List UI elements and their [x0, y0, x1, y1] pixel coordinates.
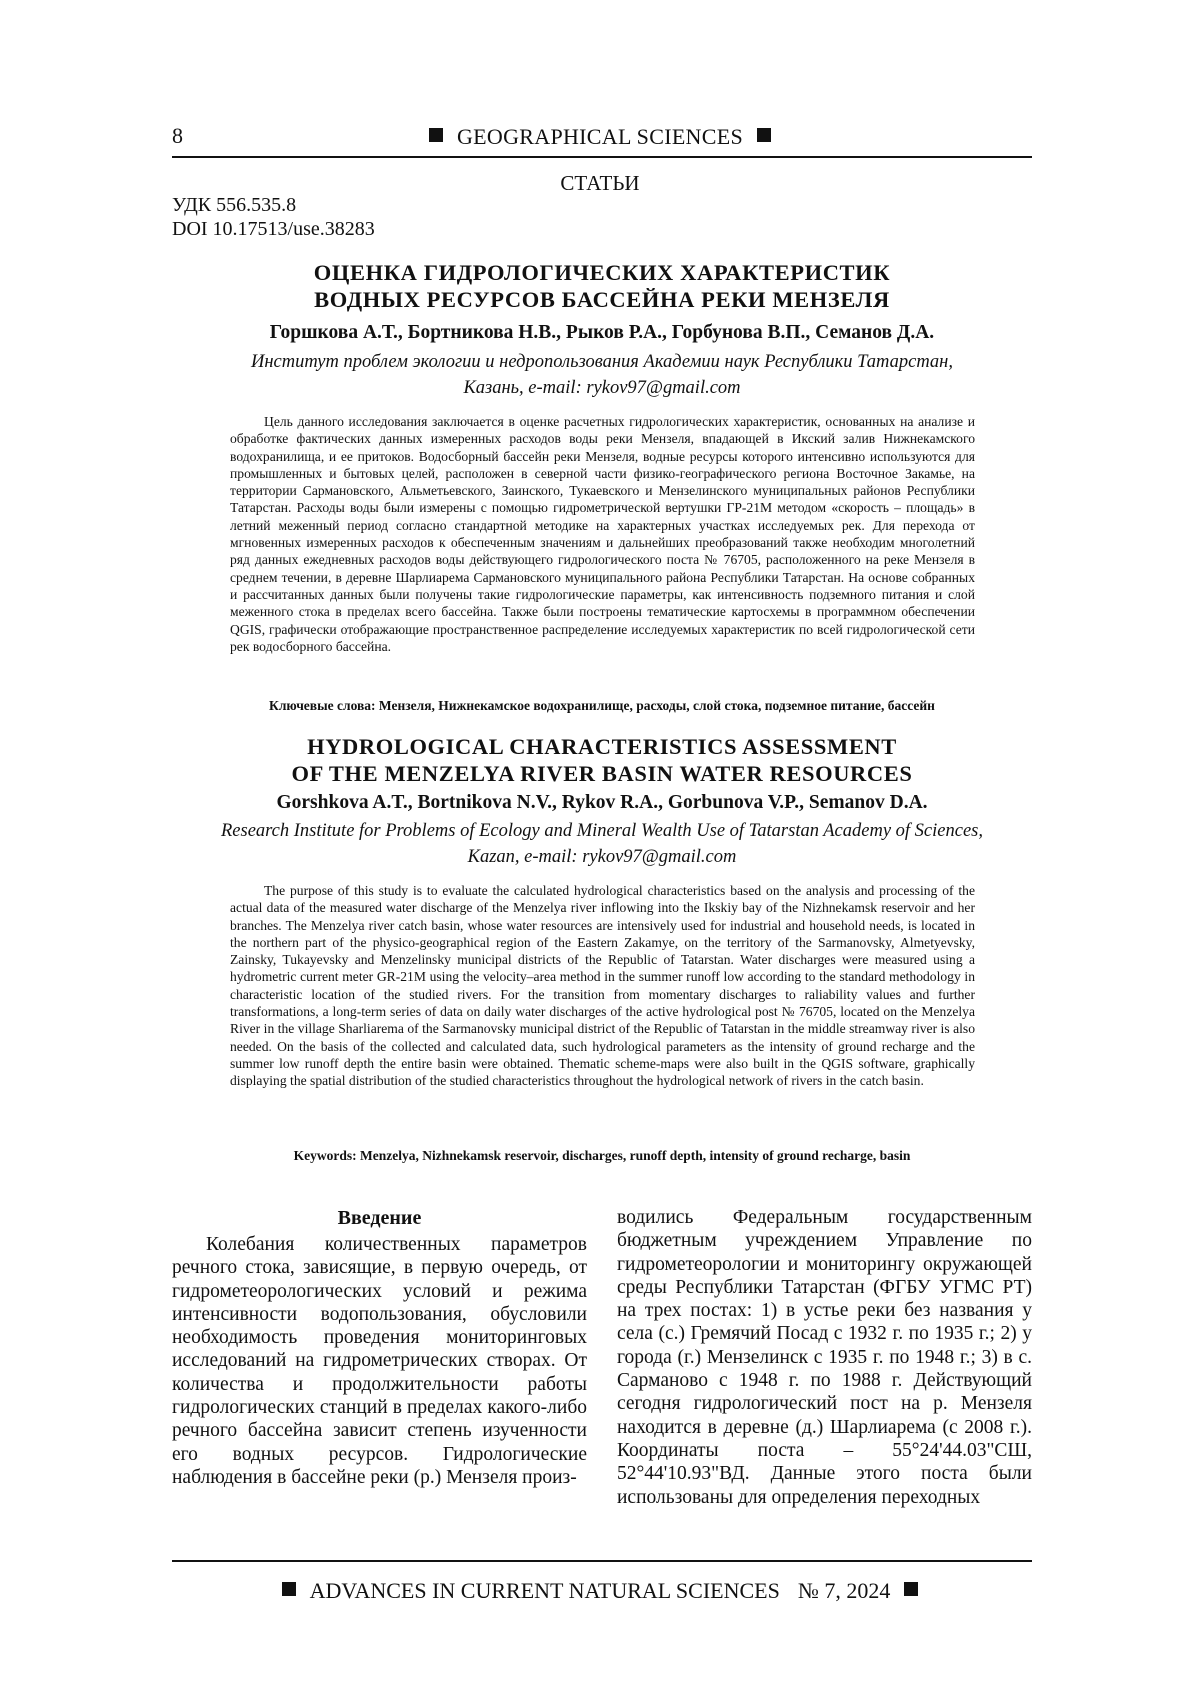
body-column-left: Колебания количественных параметров речного стока, зависящие, в первую очередь, от гидрометеорологических условий и режима интенсивности водопользования, обусловили необходимость проведения мониторинговых исследований на гидрометрических створах. От количества и продолжительности работы гидрологических станций в пределах какого-либо речного бассейна зависит степень изученности его водных ресурсов. Гидрологические наблюдения в бассейне реки (р.) Мензеля произ-	[172, 1233, 587, 1489]
ru-affiliation-line2: Казань, e-mail: rykov97@gmail.com	[172, 375, 1032, 401]
square-bullet-icon	[282, 1582, 296, 1596]
running-footer	[0, 1578, 1200, 1604]
footer-journal: ADVANCES IN CURRENT NATURAL SCIENCES	[310, 1578, 780, 1603]
page-number: 8	[172, 123, 183, 149]
en-authors: Gorshkova A.T., Bortnikova N.V., Rykov R.A., Gorbunova V.P., Semanov D.A.	[172, 792, 1032, 814]
doi: DOI 10.17513/use.38283	[172, 217, 375, 241]
en-affiliation	[172, 818, 1032, 870]
journal-section-title: GEOGRAPHICAL SCIENCES	[457, 124, 743, 149]
ru-affiliation-line1: Институт проблем экологии и недропользования Академии наук Республики Татарстан,	[172, 349, 1032, 375]
body-column-right: водились Федеральным государственным бюджетным учреждением Управление по гидрометеорологии и мониторингу окружающей среды Республики Татарстан (ФГБУ УГМС РТ) на трех постах: 1) в устье реки без названия у села (с.) Гремячий Посад с 1932 г. по 1935 г.; 2) у города (г.) Мензелинск с 1935 г. по 1948 г.; 3) в с. Сарманово с 1948 г. по 1988 г. Действующий сегодня гидрологический пост на р. Мензеля находится в деревне (д.) Шарлиарема (с 2008 г.). Координаты поста – 55°24'44.03"СШ, 52°44'10.93"ВД. Данные этого поста были использованы для определения переходных	[617, 1206, 1032, 1509]
section-label: СТАТЬИ	[0, 171, 1200, 196]
ru-authors: Горшкова А.Т., Бортникова Н.В., Рыков Р.А., Горбунова В.П., Семанов Д.А.	[172, 322, 1032, 344]
ru-title	[172, 259, 1032, 313]
square-bullet-icon	[904, 1582, 918, 1596]
ru-title-line2: ВОДНЫХ РЕСУРСОВ БАССЕЙНА РЕКИ МЕНЗЕЛЯ	[172, 286, 1032, 313]
en-title-line1: HYDROLOGICAL CHARACTERISTICS ASSESSMENT	[172, 733, 1032, 760]
en-title-line2: OF THE MENZELYA RIVER BASIN WATER RESOURCES	[172, 760, 1032, 787]
udk: УДК 556.535.8	[172, 193, 375, 217]
footer-issue: № 7, 2024	[798, 1578, 891, 1603]
header-rule	[172, 156, 1032, 158]
square-bullet-icon	[757, 128, 771, 142]
ru-abstract: Цель данного исследования заключается в оценке расчетных гидрологических характеристик, основанных на анализе и обработке фактических данных измеренных расходов воды реки Мензеля, впадающей в Икский залив Нижнекамского водохранилища, и ее притоков. Водосборный бассейн реки Мензеля, водные ресурсы которого интенсивно используются для промышленных и бытовых целей, расположен в северной части физико-географического региона Восточное Закамье, на территории Сармановского, Альметьевского, Заинского, Тукаевского и Мензелинского муниципальных районов Республики Татарстан. Расходы воды были измерены с помощью гидрометрической вертушки ГР-21М методом «скорость – площадь» в летний меженный период согласно стандартной методике на характерных участках исследуемых рек. Для перехода от мгновенных измеренных расходов к обеспеченным значениям и дальнейших преобразований также необходим многолетний ряд данных ежедневных расходов воды действующего гидрологического поста № 76705, расположенного на реке Мензеля в среднем течении, в деревне Шарлиарема Сармановского муниципального района Республики Татарстан. На основе собранных и рассчитанных данных были получены такие гидрологические параметры, как интенсивность подземного питания и слой меженного стока в пределах всего бассейна. Также были построены тематические картосхемы в программном обеспечении QGIS, графически отображающие пространственное распределение исследуемых характеристик по всей гидрологической сети рек водосборного бассейна.	[230, 413, 975, 655]
en-title	[172, 733, 1032, 787]
intro-heading: Введение	[172, 1207, 587, 1230]
running-header	[0, 124, 1200, 150]
en-affiliation-line1: Research Institute for Problems of Ecology and Mineral Wealth Use of Tatarstan Academy of Sciences,	[172, 818, 1032, 844]
square-bullet-icon	[429, 128, 443, 142]
en-keywords: Keywords: Menzelya, Nizhnekamsk reservoir, discharges, runoff depth, intensity of ground recharge, basin	[172, 1148, 1032, 1164]
ru-title-line1: ОЦЕНКА ГИДРОЛОГИЧЕСКИХ ХАРАКТЕРИСТИК	[172, 259, 1032, 286]
en-affiliation-line2: Kazan, e-mail: rykov97@gmail.com	[172, 844, 1032, 870]
en-abstract: The purpose of this study is to evaluate the calculated hydrological characteristics based on the analysis and processing of the actual data of the measured water discharge of the Menzelya river inflowing into the Ikskiy bay of the Nizhnekamsk reservoir and her branches. The Menzelya river catch basin, whose water resources are intensively used for industrial and household needs, is located in the northern part of the physico-geographical region of the Eastern Zakamye, on the territory of the Sarmanovsky, Almetyevsky, Zainsky, Tukayevsky and Menzelinsky municipal districts of the Republic of Tatarstan. Water discharges were measured using a hydrometric current meter GR-21M using the velocity–area method in the summer runoff low according to the standard methodology in characteristic location of the studied rivers. For the transition from momentary discharges to raliability values and further transformations, a long-term series of data on daily water discharges of the active hydrological post № 76705, located on the Menzelya River in the village Sharliarema of the Sarmanovsky municipal district of the Republic of Tatarstan in the middle streamway river is also needed. On the basis of the collected and calculated data, such hydrological parameters as the intensity of ground recharge and the summer low runoff depth the entire basin were obtained. Thematic scheme-maps were also built in the QGIS software, graphically displaying the spatial distribution of the studied characteristics throughout the hydrological network of rivers in the catch basin.	[230, 882, 975, 1090]
ru-affiliation	[172, 349, 1032, 401]
article-identifiers	[172, 193, 375, 241]
ru-keywords: Ключевые слова: Мензеля, Нижнекамское водохранилище, расходы, слой стока, подземное питание, бассейн	[172, 698, 1032, 714]
footer-rule	[172, 1560, 1032, 1562]
